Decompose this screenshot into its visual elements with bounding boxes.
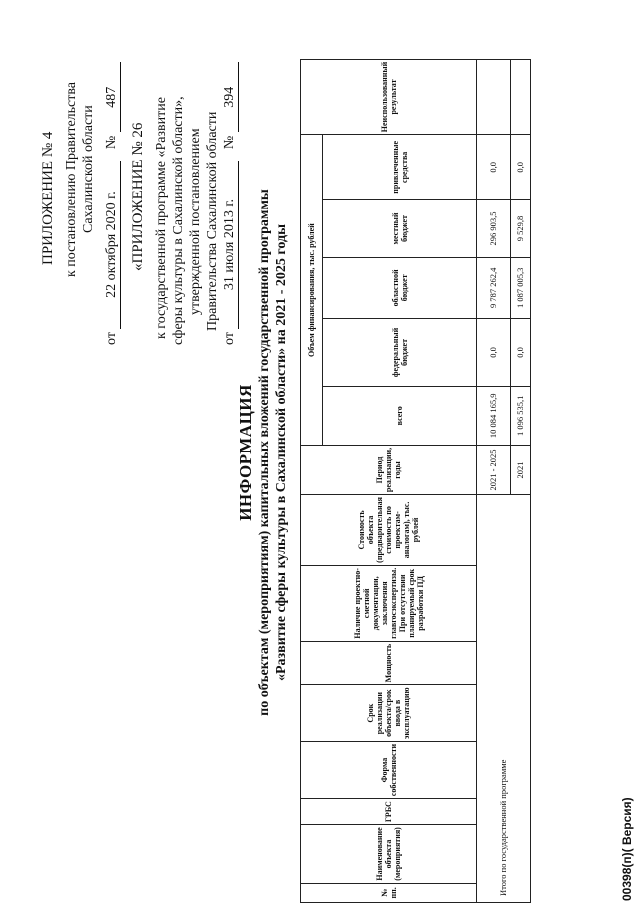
row-local: 9 529,8 (511, 200, 531, 257)
appendix-4-line2: Сахалинской области (81, 105, 96, 233)
appendix-4-line1: к постановлению Правительства (64, 81, 79, 277)
row-federal: 0,0 (477, 319, 511, 387)
row-attracted: 0,0 (477, 135, 511, 200)
row-total: 1 096 535,1 (511, 386, 531, 445)
appendix-26-line1: к государственной программе «Развитие (154, 97, 169, 339)
header-name: Наименование объекта (мероприятия) (301, 825, 477, 884)
header-regional: областной бюджет (323, 257, 477, 319)
row-attracted: 0,0 (511, 135, 531, 200)
appendix-4-block (40, 45, 121, 345)
document-subtitle-line2: «Развитие сферы культуры в Сахалинской области» на 2021 - 2025 годы (274, 223, 289, 682)
row-local: 296 903,5 (477, 200, 511, 257)
appendix-26-line2: сферы культуры в Сахалинской области», (171, 96, 186, 345)
row-period: 2021 - 2025 (477, 445, 511, 494)
header-period: Период реализации, годы (301, 445, 477, 494)
blank-margin (301, 25, 531, 59)
appendix-26-number: 394 (221, 62, 239, 132)
appendix-4-number: 487 (103, 62, 121, 132)
header-unused: Неиспользованный результат (301, 59, 477, 135)
header-ownership: Форма собственности (301, 741, 477, 798)
row-regional: 9 787 262,4 (477, 257, 511, 319)
header-total: всего (323, 386, 477, 445)
header-num: № пп. (301, 883, 477, 902)
appendix-26-line3: утвержденной постановлением (188, 128, 203, 315)
row-period: 2021 (511, 445, 531, 494)
footer-code: 00398(п)( Версия) (620, 797, 634, 901)
header-attracted: привлеченные средства (323, 135, 477, 200)
appendix-26-line4: Правительства Сахалинской области (205, 111, 220, 331)
capital-investment-table (300, 25, 531, 903)
appendix-4-num-sign: № (104, 135, 119, 150)
table-row (477, 25, 511, 903)
appendix-26-date: 31 июля 2013 г. (221, 161, 239, 329)
appendix-26-title: «ПРИЛОЖЕНИЕ № 26 (130, 122, 146, 271)
row-unused (477, 59, 511, 135)
row-regional: 1 087 005,3 (511, 257, 531, 319)
header-local: местный бюджет (323, 200, 477, 257)
appendix-4-title: ПРИЛОЖЕНИЕ № 4 (40, 131, 56, 265)
appendix-26-date-prefix: от (222, 332, 237, 345)
appendix-4-date: 22 октября 2020 г. (103, 161, 121, 329)
row-total: 10 084 165,9 (477, 386, 511, 445)
header-psd: Наличие проектно-сметной документации, заключения главгосэкспертизы. При отсутствии планируемый срок разработки ПД (301, 565, 477, 641)
appendix-4-date-prefix: от (104, 332, 119, 345)
row-unused (511, 59, 531, 135)
header-cost: Стоимость объекта (предварительная стоимость по проектам-аналогам), тыс. рублей (301, 495, 477, 566)
header-federal: федеральный бюджет (323, 319, 477, 387)
header-grbs: ГРБС (301, 799, 477, 825)
document-title: ИНФОРМАЦИЯ (236, 384, 255, 521)
header-funding: Объем финансирования, тыс. рублей (301, 135, 323, 446)
appendix-26-num-sign: № (222, 135, 237, 150)
total-label: Итого по государственной программе (477, 495, 531, 903)
header-term: Срок реализации объекта/срок ввода в эксплуатацию (301, 685, 477, 742)
appendix-26-block (130, 25, 239, 345)
document-subtitle-line1: по объектам (мероприятиям) капитальных вложений государственной программы (257, 189, 272, 716)
header-capacity: Мощность (301, 641, 477, 685)
row-federal: 0,0 (511, 319, 531, 387)
